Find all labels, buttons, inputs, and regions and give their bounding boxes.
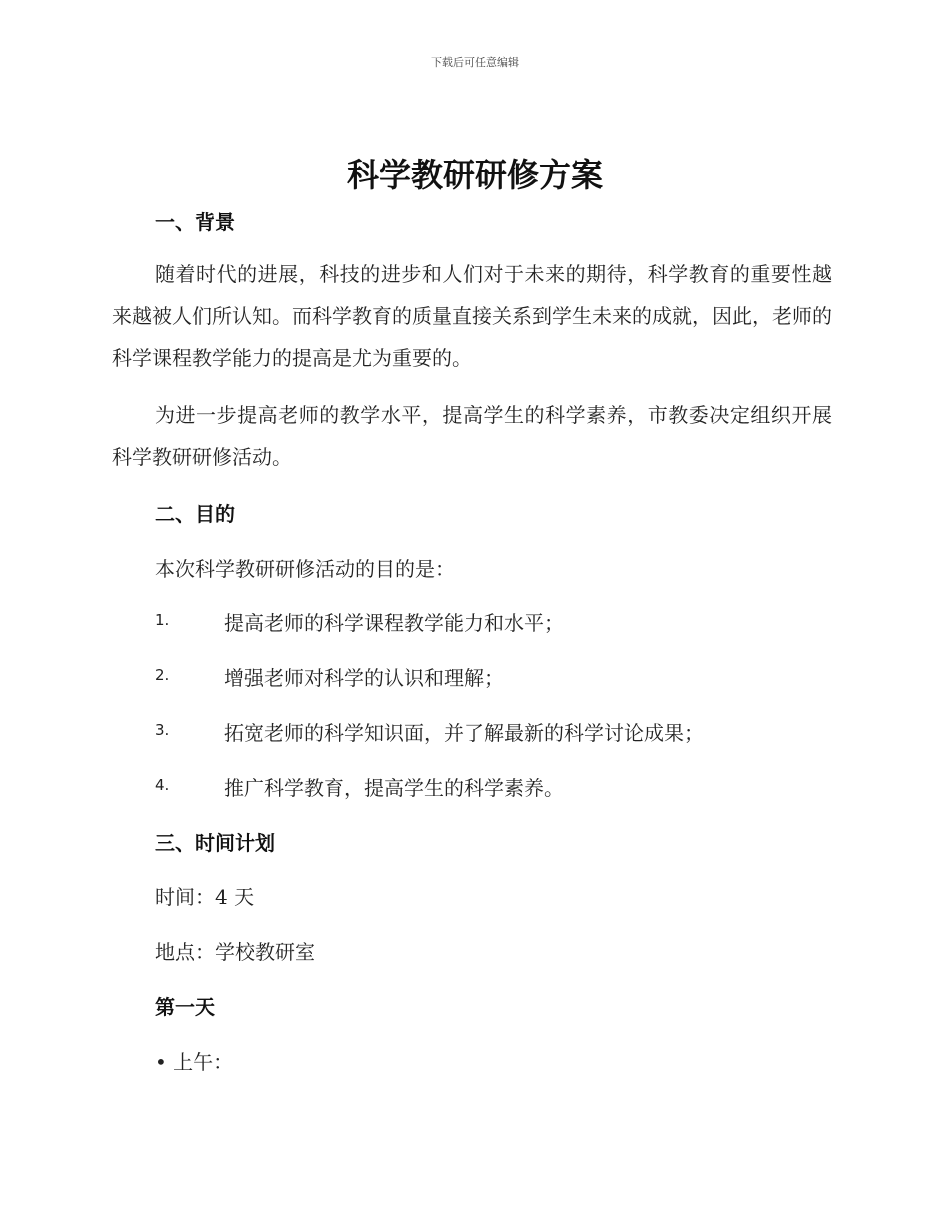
list-item	[155, 772, 855, 802]
purpose-intro: 本次科学教研研修活动的目的是：	[155, 557, 455, 581]
list-text: 增强老师对科学的认识和理解；	[224, 666, 504, 690]
list-number: 3.	[155, 721, 170, 739]
schedule-time: 时间：4 天	[155, 885, 255, 909]
list-text: 推广科学教育，提高学生的科学素养。	[224, 776, 564, 800]
section-heading-schedule: 三、时间计划	[155, 831, 275, 855]
background-paragraph-1: 随着时代的进展，科技的进步和人们对于未来的期待，科学教育的重要性越来越被人们所认知。而科学教育的质量直接关系到学生未来的成就，因此，老师的科学课程教学能力的提高是尤为重要的。	[112, 262, 832, 370]
schedule-place: 地点：学校教研室	[155, 940, 315, 964]
header-note: 下载后可任意编辑	[431, 56, 519, 69]
list-number: 2.	[155, 666, 170, 684]
section-heading-purpose: 二、目的	[155, 502, 235, 526]
list-item	[155, 717, 855, 747]
background-paragraph-2: 为进一步提高老师的教学水平，提高学生的科学素养，市教委决定组织开展科学教研研修活动。	[112, 403, 832, 469]
section-heading-background: 一、背景	[155, 210, 235, 234]
list-number: 1.	[155, 611, 170, 629]
list-number: 4.	[155, 776, 170, 794]
morning-bullet: • 上午：	[155, 1050, 234, 1074]
list-item	[155, 607, 855, 637]
list-text: 提高老师的科学课程教学能力和水平；	[224, 611, 564, 635]
day-one-heading: 第一天	[155, 995, 215, 1019]
list-item	[155, 662, 855, 692]
list-text: 拓宽老师的科学知识面，并了解最新的科学讨论成果；	[224, 721, 704, 745]
document-title: 科学教研研修方案	[346, 156, 603, 194]
